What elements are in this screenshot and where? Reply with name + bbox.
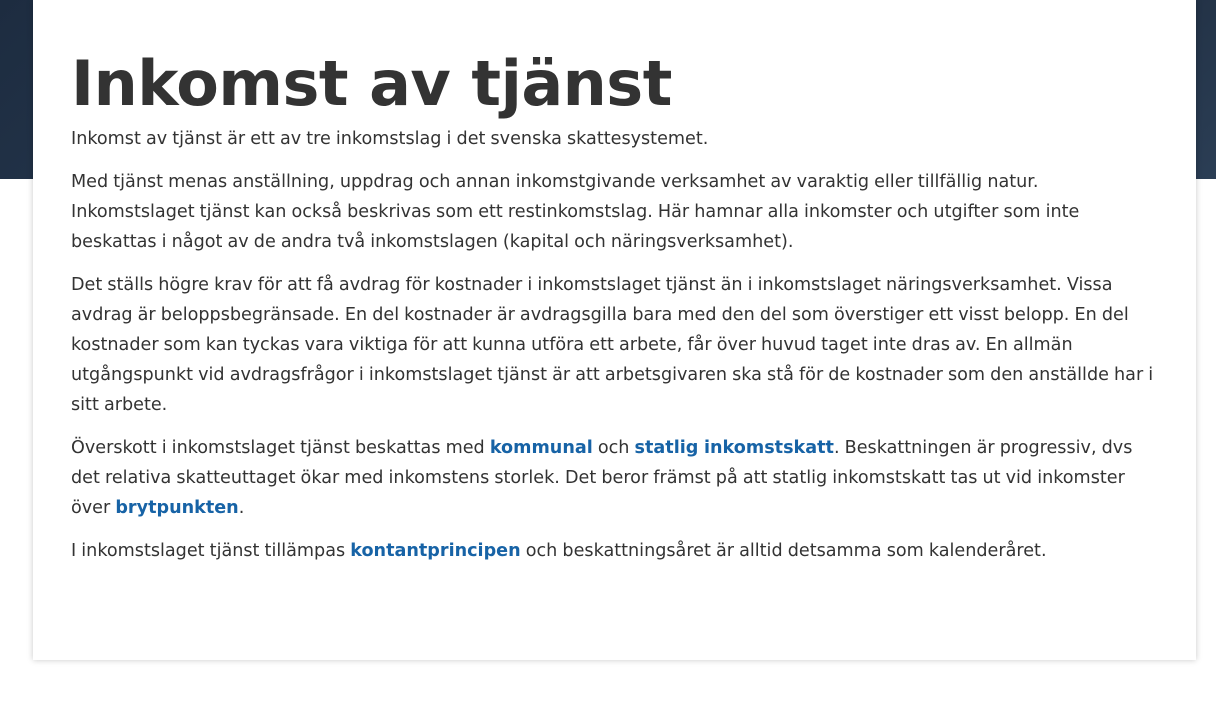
paragraph-text: och <box>592 438 635 458</box>
article-card <box>33 0 1196 660</box>
paragraph-text: I inkomstslaget tjänst tillämpas <box>71 541 351 561</box>
paragraph-cash-principle <box>71 536 1161 566</box>
paragraph-text: Med tjänst menas anställning, uppdrag och annan inkomstgivande verksamhet av varaktig eller tillfällig natur. Inkomstslaget tjänst kan också beskrivas som ett restinkomstslag. Här hamnar alla inkomster och utgifter som inte beskattas i något av de andra två inkomstslagen (kapital och näringsverksamhet). <box>71 172 1080 252</box>
paragraph-text: Det ställs högre krav för att få avdrag för kostnader i inkomstslaget tjänst än i inkomstslaget näringsverksamhet. Vissa avdrag är beloppsbegränsade. En del kostnader är avdragsgilla bara med den del som överstiger ett visst belopp. En del kostnader som kan tyckas vara viktiga för att kunna utföra ett arbete, får över huvud taget inte dras av. En allmän utgångspunkt vid avdragsfrågor i inkomstslaget tjänst är att arbetsgivaren ska stå för de kostnader som den anställde har i sitt arbete. <box>71 275 1154 415</box>
paragraph-text: och beskattningsåret är alltid detsamma som kalenderåret. <box>520 541 1047 561</box>
link-kommunal[interactable]: kommunal <box>489 438 593 458</box>
paragraph-intro <box>71 124 1161 154</box>
paragraph-deductions <box>71 270 1161 420</box>
link-brytpunkten[interactable]: brytpunkten <box>115 498 239 518</box>
paragraph-taxation <box>71 433 1161 523</box>
article-content <box>71 0 1161 566</box>
link-statlig-inkomstskatt[interactable]: statlig inkomstskatt <box>634 438 834 458</box>
page-title: Inkomst av tjänst <box>71 47 672 120</box>
paragraph-definition <box>71 167 1161 257</box>
paragraph-text: . Beskattningen är progressiv, dvs det relativa skatteuttaget ökar med inkomstens storlek. Det beror främst på att statlig inkomstskatt tas ut vid inkomster över <box>71 438 1133 518</box>
paragraph-text: Inkomst av tjänst är ett av tre inkomstslag i det svenska skattesystemet. <box>71 129 709 149</box>
paragraph-text: . <box>238 498 245 518</box>
paragraph-text: Överskott i inkomstslaget tjänst beskattas med <box>71 438 490 458</box>
link-kontantprincipen[interactable]: kontantprincipen <box>350 541 521 561</box>
